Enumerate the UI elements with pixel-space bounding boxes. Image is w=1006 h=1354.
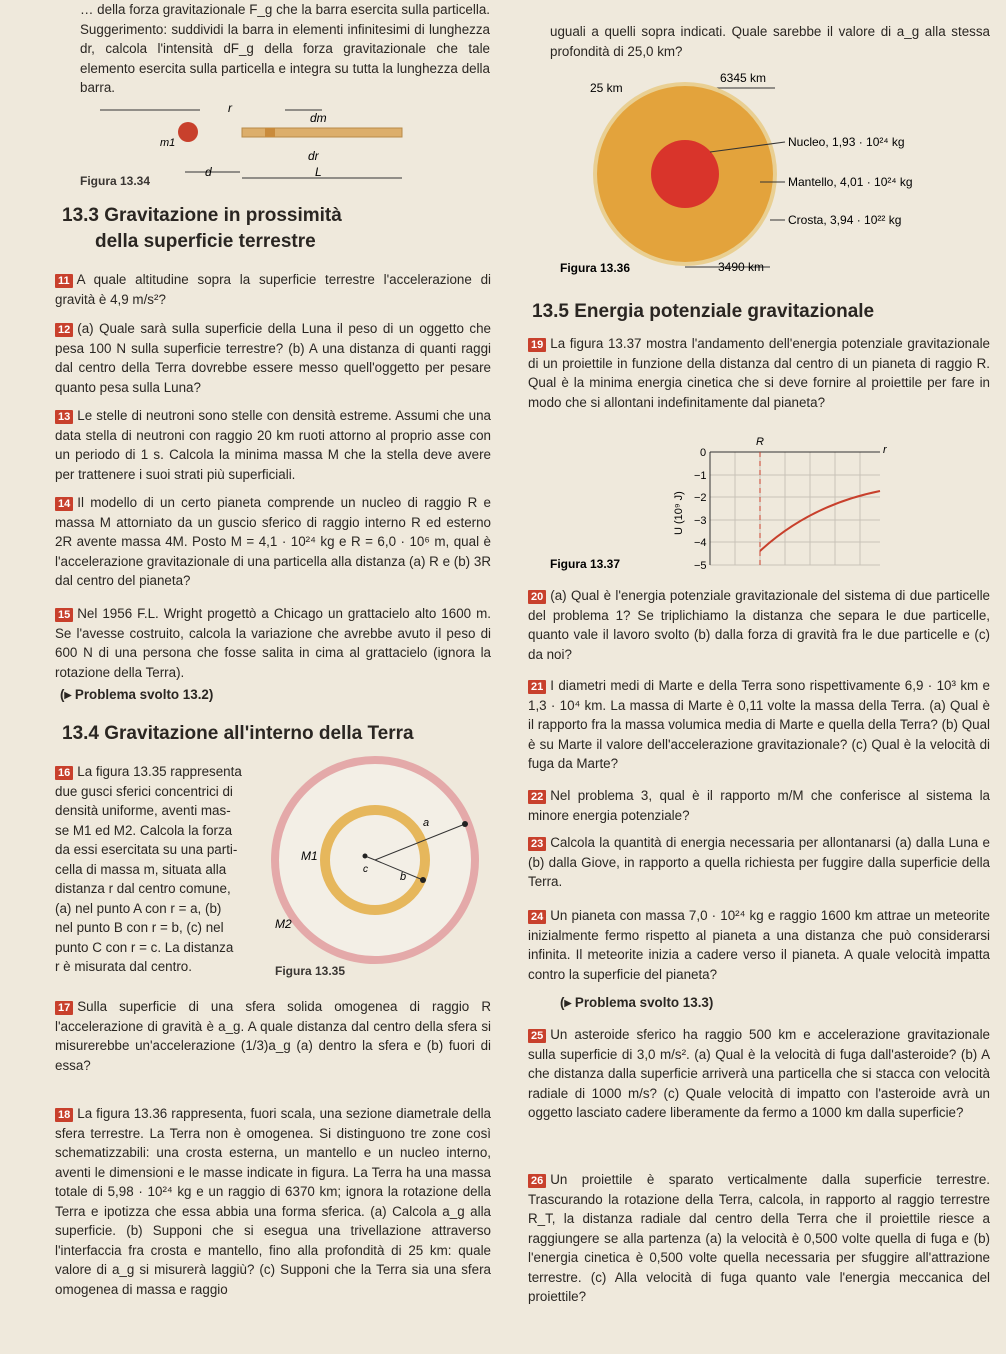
problem-23: 23 Calcola la quantità di energia necessaria per allontanarsi (a) dalla Luna e (b) dalla Giove, in rapporto a quella richiesta per fuggire dalla superficie della Terra. xyxy=(528,835,990,889)
fig-13-34-caption: Figura 13.34 xyxy=(80,174,151,188)
label-c: c xyxy=(363,864,368,875)
particle-m1 xyxy=(178,122,198,142)
problem-number: 11 xyxy=(55,274,73,288)
problem-20: 20 (a) Qual è l'energia potenziale gravitazionale del sistema di due particelle del problema 1? Se triplichiamo la distanza che separa le due particelle, quanto vale il lavoro svolto (b) dalla forza di gravità fra le due particelle e (c) da noi? xyxy=(528,588,990,662)
problem-26: 26 Un proiettile è sparato verticalmente dalla superficie terrestre. Trascurando la rotazione della Terra, calcola, in rapporto al raggio terrestre R_T, la distanza radiale dal centro della Terra che il proiettile riesce a raggiungere se alla partenza (a) la velocità è 0,500 volte quella di fuga e (b) l'energia cinetica è 0,500 volte quella necessaria per sfuggire all'attrazione terrestre. (c) Alla velocità di fuga quanto vale l'energia meccanica del proiettile? xyxy=(528,1172,990,1304)
problem-18: 18 La figura 13.36 rappresenta, fuori scala, una sezione diametrale della sfera terrestre. La Terra non è omogenea. Si distinguono tre zone così schematizzabili: una crosta esterna, un mantello e un nucleo interno, aventi le dimensioni e le masse indicate in figura. La Terra ha una massa totale di 5,98 · 10²⁴ kg e un raggio di 6370 km; ignora la rotazione della Terra e ipotizza che essa abbia una forma sferica. (a) Calcola a_g alla superficie. (b) Supponi che si esegua una trivellazione attraverso l'interfaccia fra crosta e mantello, fino alla profondità di 25 km: quale valore di a_g si misurerà laggiù? (c) Supponi che la Terra sia una sfera omogenea di massa e raggio xyxy=(55,1106,491,1297)
label-mantle: Mantello, 4,01 · 10²⁴ kg xyxy=(788,175,913,189)
problem-24-ref: (▸ Problema svolto 13.3) xyxy=(560,995,714,1010)
label-crust: Crosta, 3,94 · 10²² kg xyxy=(788,213,902,227)
figure-13-35 xyxy=(265,752,495,982)
tick-4: −4 xyxy=(694,537,707,549)
label-m1: m1 xyxy=(160,137,176,149)
tick-3: −3 xyxy=(694,515,707,527)
problem-17: 17 Sulla superficie di una sfera solida omogenea di raggio R l'accelerazione di gravità è a_g. A quale distanza dal centro della sfera si misurerebbe un'accelerazione (1/3)a_g (a) dentro la sfera e (b) fuori di essa? xyxy=(55,999,491,1073)
figure-13-37 xyxy=(550,435,900,575)
y-axis-label: U (10⁹ J) xyxy=(673,491,685,535)
problem-18-cont: uguali a quelli sopra indicati. Quale sarebbe il valore di a_g alla stessa profondità di 25,0 km? xyxy=(550,24,990,59)
label-L: L xyxy=(315,165,322,179)
problem-25: 25 Un asteroide sferico ha raggio 500 km e accelerazione gravitazionale sulla superficie di 3,0 m/s². (a) Qual è la velocità di fuga dall'asteroide? (b) A che distanza dalla superficie arriverà una particella che si stacca con velocità radiale di 1000 m/s? (c) Quale velocità di impatto con l'asteroide avrà un oggetto lasciato cadere liberamente da fermo a 1000 km dalla superficie? xyxy=(528,1027,990,1120)
label-a: a xyxy=(423,817,430,829)
problem-11: 11 A quale altitudine sopra la superficie terrestre l'accelerazione di gravità è 4,9 m/s²? xyxy=(55,272,491,307)
problem-15-ref: (▸ Problema svolto 13.2) xyxy=(60,687,214,702)
label-6345km: 6345 km xyxy=(720,71,767,85)
problem-13: 13 Le stelle di neutroni sono stelle con densità estreme. Assumi che una data stella di neutroni con raggio 20 km ruoti attorno al proprio asse con un periodo di 1 s. Calcola la minima massa M che la stella deve avere per trattenere i suoi strati più superficiali. xyxy=(55,408,491,482)
tick-1: −1 xyxy=(694,470,707,482)
section-13-3-title-b: della superficie terrestre xyxy=(95,231,316,252)
label-d: d xyxy=(205,165,212,179)
problem-19: 19 La figura 13.37 mostra l'andamento dell'energia potenziale gravitazionale di un proiettile in funzione della distanza dal centro di un pianeta di raggio R. Qual è la minima energia cinetica che si deve fornire al proiettile per fare in modo che si allontani indefinitamente dal pianeta? xyxy=(528,336,990,410)
label-M1: M1 xyxy=(301,849,318,863)
label-r: r xyxy=(883,444,887,456)
label-r: r xyxy=(228,101,232,115)
intro-text: … della forza gravitazionale F_g che la barra esercita sulla particella. Suggerimento: suddividi la barra in elementi infinitesimi di lunghezza dr, calcola l'intensità dF_g della forza gravitazionale che tale elemento esercita sulla particella e integra su tutta la lunghezza della barra. xyxy=(80,2,490,95)
label-dr: dr xyxy=(308,149,319,163)
section-13-5-title: 13.5 Energia potenziale gravitazionale xyxy=(532,301,875,322)
section-13-3-title-a: 13.3 Gravitazione in prossimità xyxy=(62,205,342,226)
fig-13-36-caption: Figura 13.36 xyxy=(560,261,631,275)
label-3490km: 3490 km xyxy=(718,260,765,274)
figure-13-36 xyxy=(560,62,920,275)
problem-16: 16 La figura 13.35 rappresenta due gusci sferici concentrici di densità uniforme, aventi mas- se M1 ed M2. Calcola la forza da essi esercitata su una parti- cella di massa m, situata alla distanza r dal centro comune, (a) nel punto A con r = a, (b) nel punto B con r = b, (c) nel punto C con r = c. La distanza r è misurata dal centro. xyxy=(55,764,242,974)
problem-14: 14 Il modello di un certo pianeta comprende un nucleo di raggio R e massa M attorniato da un guscio sferico di raggio interno R ed esterno 2R avente massa 4M. Posto M = 4,1 · 10²⁴ kg e R = 6,0 · 10⁶ m, qual è l'accelerazione gravitazionale di una particella alla distanza (a) R e (b) 3R dal centro del pianeta? xyxy=(55,495,491,588)
label-R: R xyxy=(756,436,764,448)
label-core: Nucleo, 1,93 · 10²⁴ kg xyxy=(788,135,905,149)
tick-0: 0 xyxy=(700,447,707,459)
label-25km: 25 km xyxy=(590,81,623,95)
tick-5: −5 xyxy=(694,560,707,572)
tick-2: −2 xyxy=(694,492,707,504)
problem-24: 24 Un pianeta con massa 7,0 · 10²⁴ kg e raggio 1600 km attrae un meteorite inizialmente fermo rispetto al pianeta a una distanza che può considerarsi infinita. Il meteorite inizia a cadere verso il pianeta. A quale velocità impatta contro la superficie del pianeta? xyxy=(528,908,990,982)
fig-13-35-caption: Figura 13.35 xyxy=(275,964,346,978)
problem-21: 21 I diametri medi di Marte e della Terra sono rispettivamente 6,9 · 10³ km e 1,3 · 10⁴ km. La massa di Marte è 0,11 volte la massa della Terra. (a) Qual è il rapporto fra la massa volumica media di Marte e quella della Terra? (b) Qual è su Marte il valore dell'accelerazione gravitazionale? (c) Qual è la velocità di fuga da Marte? xyxy=(528,678,990,771)
problem-22: 22 Nel problema 3, qual è il rapporto m/M che conferisce al sistema la minore energia potenziale? xyxy=(528,788,990,823)
label-M2: M2 xyxy=(275,917,292,931)
core-layer xyxy=(651,140,719,208)
problem-15: 15 Nel 1956 F.L. Wright progettò a Chicago un grattacielo alto 1600 m. Se l'avesse costruito, calcola la variazione che avrebbe avuto il peso di 600 N di una persona che fosse salita in cima al grattacielo (ignora la rotazione della Terra). xyxy=(55,606,491,680)
problem-12: 12 (a) Quale sarà sulla superficie della Luna il peso di un oggetto che pesa 100 N sulla superficie terrestre? (b) A una distanza di quanti raggi dal centro della Terra dovrebbe essere messo quell'oggetto per pesare quanto pesa sulla Luna? xyxy=(55,321,491,395)
section-13-4-title: 13.4 Gravitazione all'interno della Terra xyxy=(62,723,414,744)
label-dm: dm xyxy=(310,111,327,125)
rod-element xyxy=(265,128,275,137)
fig-13-37-caption: Figura 13.37 xyxy=(550,557,621,571)
label-b: b xyxy=(400,871,407,883)
